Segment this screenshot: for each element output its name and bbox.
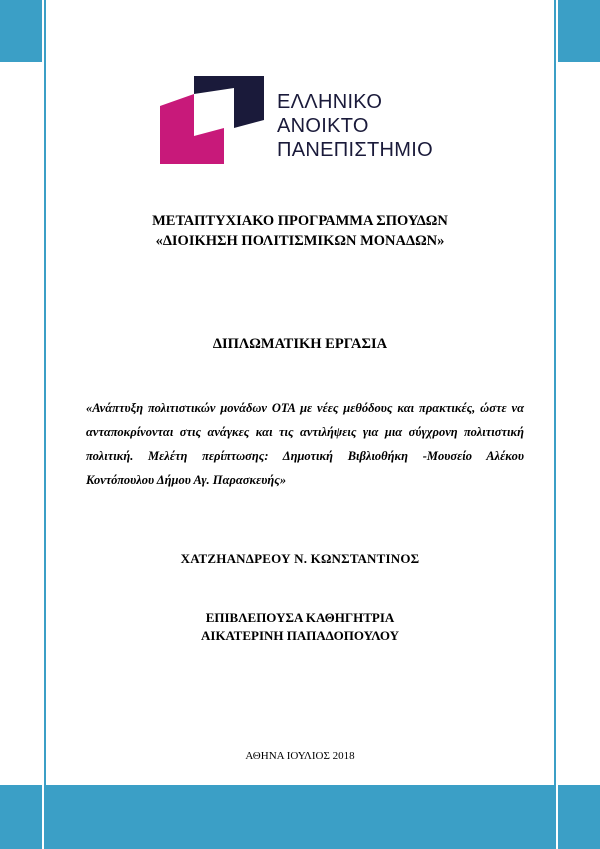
logo-line-1: ΕΛΛΗΝΙΚΟ	[277, 91, 383, 113]
bottom-left-band	[0, 785, 42, 849]
place-date: ΑΘΗΝΑ ΙΟΥΛΙΟΣ 2018	[245, 750, 355, 762]
program-line-2: «ΔΙΟΙΚΗΣΗ ΠΟΛΙΤΙΣΜΙΚΩΝ ΜΟΝΑΔΩΝ»	[155, 233, 445, 249]
right-border-line	[554, 0, 556, 849]
left-border-line	[44, 0, 46, 849]
top-left-band	[0, 0, 42, 62]
thesis-title: «Ανάπτυξη πολιτιστικών μονάδων ΟΤΑ με νέες μεθόδους και πρακτικές, ώστε να ανταποκρίνονται στις ανάγκες και τις αντιλήψεις για μια σύγχρονη πολιτιστική πολιτική. Μελέτη περίπτωσης: Δημοτική Βιβλιοθήκη -Μουσείο Αλέκου Κοντόπουλου Δήμου Αγ. Παρασκευής»	[86, 401, 524, 487]
author-name: ΧΑΤΖΗΑΝΔΡΕΟΥ Ν. ΚΩΝΣΤΑΝΤΙΝΟΣ	[180, 551, 420, 566]
logo-line-2: ΑΝΟΙΚΤΟ	[277, 115, 369, 137]
logo-navy-shape	[194, 76, 264, 128]
program-title	[0, 211, 600, 251]
bottom-right-band	[558, 785, 600, 849]
university-name	[277, 90, 433, 162]
bottom-center-band	[46, 785, 554, 849]
thesis-type: ΔΙΠΛΩΜΑΤΙΚΗ ΕΡΓΑΣΙΑ	[212, 336, 388, 352]
supervisor-role: ΕΠΙΒΛΕΠΟΥΣΑ ΚΑΘΗΓΗΤΡΙΑ	[205, 610, 395, 625]
supervisor-name: ΑΙΚΑΤΕΡΙΝΗ ΠΑΠΑΔΟΠΟΥΛΟΥ	[201, 628, 399, 643]
top-right-band	[558, 0, 600, 62]
supervisor-block	[0, 609, 600, 645]
program-line-1: ΜΕΤΑΠΤΥΧΙΑΚΟ ΠΡΟΓΡΑΜΜΑ ΣΠΟΥΔΩΝ	[152, 213, 448, 229]
logo-line-3: ΠΑΝΕΠΙΣΤΗΜΙΟ	[277, 139, 433, 161]
logo-magenta-shape	[160, 94, 224, 164]
